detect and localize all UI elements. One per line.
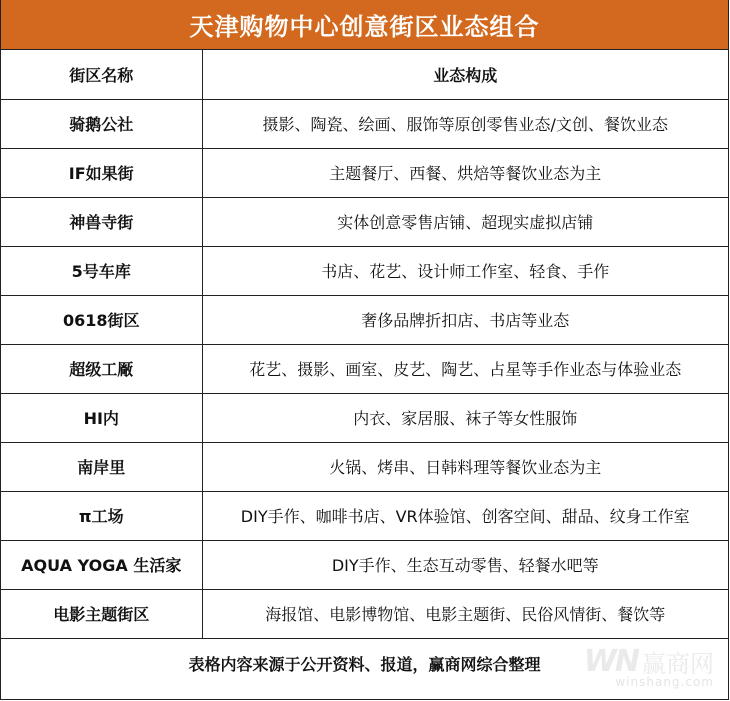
district-name: IF如果街 — [1, 148, 202, 197]
district-name: 0618街区 — [1, 295, 202, 344]
district-format: 火锅、烤串、日韩料理等餐饮业态为主 — [202, 442, 728, 491]
district-name: 5号车库 — [1, 246, 202, 295]
district-format: DIY手作、咖啡书店、VR体验馆、创客空间、甜品、纹身工作室 — [202, 491, 728, 540]
district-name: 神兽寺街 — [1, 197, 202, 246]
district-name: 骑鹅公社 — [1, 99, 202, 148]
district-format: 主题餐厅、西餐、烘焙等餐饮业态为主 — [202, 148, 728, 197]
source-note — [1, 638, 728, 688]
district-format: DIY手作、生态互动零售、轻餐水吧等 — [202, 540, 728, 589]
format-table — [1, 50, 728, 638]
table-row — [1, 344, 728, 393]
header-format: 业态构成 — [433, 65, 498, 85]
table-row — [1, 295, 728, 344]
table-title: 天津购物中心创意街区业态组合 — [1, 0, 728, 50]
table-row — [1, 99, 728, 148]
table-header-row — [1, 50, 728, 99]
table-row — [1, 442, 728, 491]
district-format: 内衣、家居服、袜子等女性服饰 — [202, 393, 728, 442]
district-name: 南岸里 — [1, 442, 202, 491]
watermark-brand: 赢商网 — [642, 650, 714, 678]
table-row — [1, 148, 728, 197]
header-name: 街区名称 — [1, 50, 202, 99]
source-note-text: 表格内容来源于公开资料、报道，赢商网综合整理 — [188, 655, 541, 674]
district-format: 花艺、摄影、画室、皮艺、陶艺、占星等手作业态与体验业态 — [202, 344, 728, 393]
table-row — [1, 197, 728, 246]
district-name: 超级工厰 — [1, 344, 202, 393]
watermark-domain: winshang.com — [615, 675, 714, 689]
district-name: 电影主题街区 — [1, 589, 202, 638]
district-format: 海报馆、电影博物馆、电影主题街、民俗风情街、餐饮等 — [202, 589, 728, 638]
table-row — [1, 589, 728, 638]
district-format: 实体创意零售店铺、超现实虚拟店铺 — [202, 197, 728, 246]
district-format: 摄影、陶瓷、绘画、服饰等原创零售业态/文创、餐饮业态 — [202, 99, 728, 148]
watermark-logo: WN — [583, 644, 638, 679]
district-format: 书店、花艺、设计师工作室、轻食、手作 — [202, 246, 728, 295]
table-row — [1, 393, 728, 442]
district-name: π工场 — [1, 491, 202, 540]
table-row — [1, 246, 728, 295]
district-name: AQUA YOGA 生活家 — [1, 540, 202, 589]
district-name: HI内 — [1, 393, 202, 442]
table-row — [1, 491, 728, 540]
district-format: 奢侈品牌折扣店、书店等业态 — [202, 295, 728, 344]
table-row — [1, 540, 728, 589]
